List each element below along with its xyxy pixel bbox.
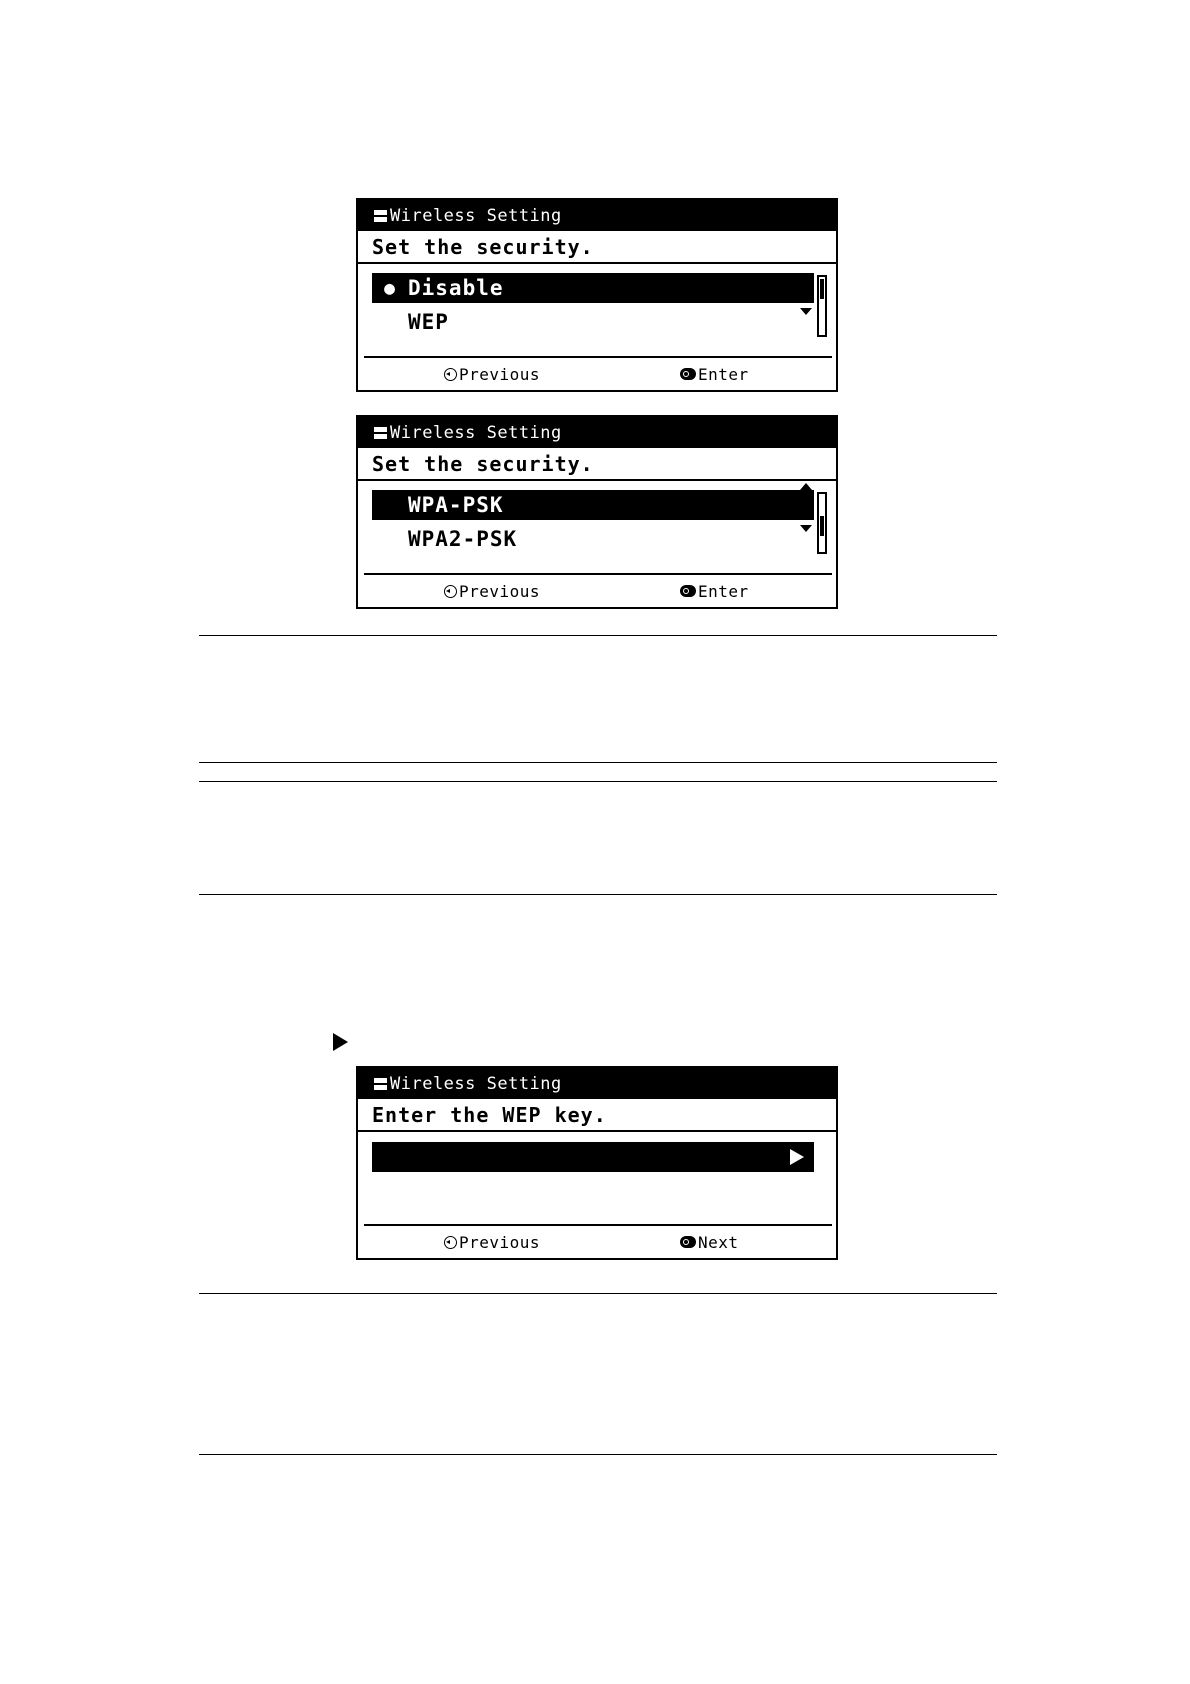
- option-disable[interactable]: [372, 273, 814, 303]
- back-icon: [444, 368, 457, 381]
- section-divider: [199, 1293, 997, 1294]
- ok-icon: [680, 368, 696, 380]
- lcd-titlebar: [358, 1068, 836, 1099]
- lcd-titlebar: [358, 417, 836, 448]
- lcd-screen-wep-key: [356, 1066, 838, 1260]
- selected-bullet-icon: ●: [384, 277, 396, 299]
- scrollbar[interactable]: [817, 492, 827, 554]
- section-divider: [199, 894, 997, 895]
- option-wpa-psk[interactable]: [372, 490, 814, 520]
- lcd-title: Wireless Setting: [390, 205, 562, 226]
- option-label: WPA2-PSK: [408, 527, 518, 551]
- lcd-prompt: Set the security.: [358, 231, 836, 264]
- back-icon: [444, 585, 457, 598]
- option-list: [358, 264, 836, 361]
- next-label: Next: [698, 1232, 739, 1252]
- option-wep[interactable]: [372, 307, 814, 337]
- ok-icon: [680, 1236, 696, 1248]
- settings-icon: [374, 1077, 387, 1091]
- section-divider: [199, 781, 997, 782]
- ok-icon: [680, 585, 696, 597]
- option-label: Disable: [408, 276, 504, 300]
- lcd-footer: [364, 1224, 832, 1258]
- lcd-title: Wireless Setting: [390, 1073, 562, 1094]
- wep-key-input[interactable]: [372, 1142, 814, 1172]
- step-arrow-icon: [333, 1033, 348, 1051]
- enter-label: Enter: [698, 364, 749, 384]
- option-label: WPA-PSK: [408, 493, 504, 517]
- play-arrow-icon: [790, 1149, 804, 1165]
- previous-button[interactable]: [444, 582, 540, 601]
- lcd-prompt: Enter the WEP key.: [358, 1099, 836, 1132]
- scrollbar-thumb[interactable]: [820, 516, 824, 536]
- previous-button[interactable]: [444, 1233, 540, 1252]
- lcd-footer: [364, 573, 832, 607]
- previous-label: Previous: [459, 364, 541, 384]
- option-label: WEP: [408, 310, 449, 334]
- scroll-down-arrow-icon[interactable]: [800, 525, 812, 532]
- lcd-screen-security-2: [356, 415, 838, 609]
- back-icon: [444, 1236, 457, 1249]
- section-divider: [199, 1454, 997, 1455]
- settings-icon: [374, 209, 387, 223]
- enter-button[interactable]: [680, 582, 749, 601]
- scroll-up-arrow-icon[interactable]: [800, 483, 812, 490]
- lcd-prompt: Set the security.: [358, 448, 836, 481]
- option-list: [358, 481, 836, 578]
- previous-label: Previous: [459, 1232, 541, 1252]
- lcd-title: Wireless Setting: [390, 422, 562, 443]
- enter-button[interactable]: [680, 365, 749, 384]
- previous-button[interactable]: [444, 365, 540, 384]
- next-button[interactable]: [680, 1233, 739, 1252]
- previous-label: Previous: [459, 581, 541, 601]
- settings-icon: [374, 426, 387, 440]
- enter-label: Enter: [698, 581, 749, 601]
- scrollbar[interactable]: [817, 275, 827, 337]
- scroll-down-arrow-icon[interactable]: [800, 308, 812, 315]
- scrollbar-thumb[interactable]: [820, 279, 824, 299]
- lcd-screen-security-1: [356, 198, 838, 392]
- lcd-titlebar: [358, 200, 836, 231]
- section-divider: [199, 635, 997, 636]
- input-area: [358, 1132, 836, 1229]
- section-divider: [199, 762, 997, 763]
- lcd-footer: [364, 356, 832, 390]
- option-wpa2-psk[interactable]: [372, 524, 814, 554]
